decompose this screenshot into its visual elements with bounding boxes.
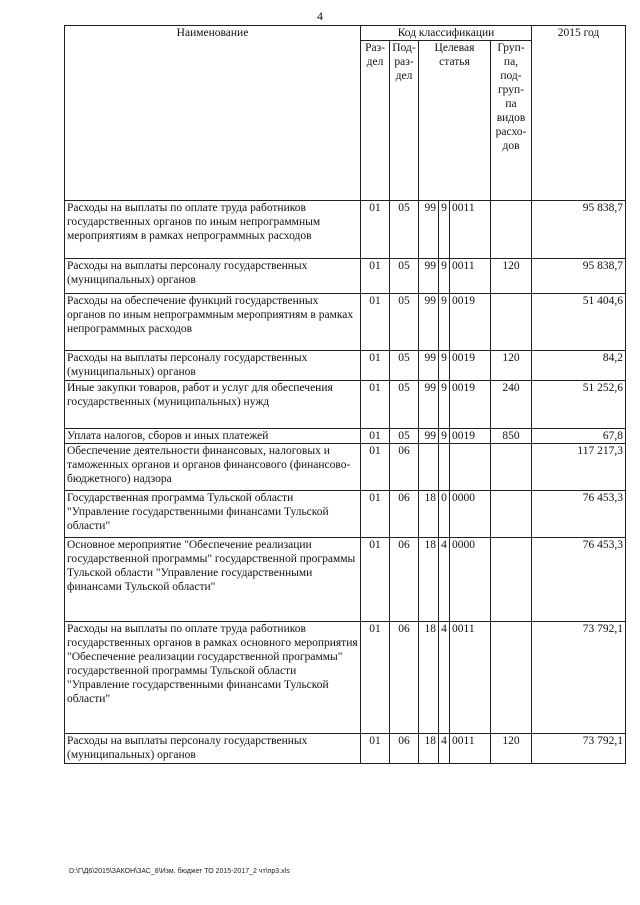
row-target-subprogram: 4 [439,538,450,622]
row-name: Расходы на выплаты персоналу государственных (муниципальных) органов [65,351,361,381]
row-target-direction: 0000 [450,538,491,622]
row-podrazdel: 05 [390,259,419,294]
row-target-program: 99 [419,294,439,351]
header-group: Груп- па, под- груп- па видов расхо- дов [491,41,532,201]
row-razdel: 01 [361,491,390,538]
row-target-direction: 0000 [450,491,491,538]
row-razdel: 01 [361,259,390,294]
row-razdel: 01 [361,429,390,444]
header-section: Раз- дел [361,41,390,201]
row-target-program: 18 [419,622,439,734]
row-name: Уплата налогов, сборов и иных платежей [65,429,361,444]
header-subsection: Под- раз- дел [390,41,419,201]
row-target-subprogram: 0 [439,491,450,538]
table-row [65,491,626,538]
row-target-direction: 0011 [450,622,491,734]
row-name: Расходы на выплаты персоналу государственных (муниципальных) органов [65,734,361,764]
row-razdel: 01 [361,294,390,351]
row-target-direction: 0019 [450,381,491,429]
row-target-direction: 0019 [450,351,491,381]
table-row [65,381,626,429]
row-amount: 95 838,7 [532,201,626,259]
header-name: Наименование [65,26,361,201]
row-expense-group: 240 [491,381,532,429]
row-expense-group: 120 [491,351,532,381]
row-target-program: 18 [419,538,439,622]
row-amount: 84,2 [532,351,626,381]
row-expense-group [491,444,532,491]
row-expense-group: 120 [491,734,532,764]
row-podrazdel: 05 [390,381,419,429]
row-podrazdel: 06 [390,622,419,734]
row-target-direction: 0019 [450,294,491,351]
table-row [65,622,626,734]
table-row [65,429,626,444]
row-podrazdel: 06 [390,491,419,538]
row-target-subprogram: 9 [439,429,450,444]
row-amount: 67,8 [532,429,626,444]
row-podrazdel: 05 [390,429,419,444]
row-amount: 76 453,3 [532,538,626,622]
table-body [65,201,626,764]
row-amount: 76 453,3 [532,491,626,538]
footer-file-path: D:\Г\Д6\2015\ЗАКОН\ЗАС_8\Изм. бюджет ТО 2015-2017_2 чт\пр3.xls [69,868,290,875]
row-target-direction: 0011 [450,201,491,259]
row-target-subprogram: 9 [439,201,450,259]
row-amount: 117 217,3 [532,444,626,491]
row-razdel: 01 [361,201,390,259]
table-row [65,538,626,622]
row-target-subprogram [439,444,450,491]
row-target-program: 99 [419,351,439,381]
row-expense-group [491,201,532,259]
row-razdel: 01 [361,351,390,381]
budget-table [64,25,626,764]
table-row [65,259,626,294]
row-razdel: 01 [361,381,390,429]
row-expense-group [491,622,532,734]
row-razdel: 01 [361,538,390,622]
row-target-subprogram: 9 [439,294,450,351]
row-razdel: 01 [361,444,390,491]
row-expense-group: 850 [491,429,532,444]
row-target-program: 99 [419,381,439,429]
row-expense-group [491,538,532,622]
row-amount: 51 252,6 [532,381,626,429]
row-podrazdel: 05 [390,351,419,381]
row-target-subprogram: 9 [439,351,450,381]
row-podrazdel: 06 [390,444,419,491]
table-row [65,201,626,259]
row-name: Расходы на выплаты по оплате труда работников государственных органов по иным непрограммным мероприятиям в рамках непрограммных расходов [65,201,361,259]
row-name: Государственная программа Тульской области "Управление государственными финансами Тульской области" [65,491,361,538]
row-target-program: 99 [419,201,439,259]
row-amount: 73 792,1 [532,622,626,734]
header-target: Целевая статья [419,41,491,201]
table-row [65,351,626,381]
row-target-program [419,444,439,491]
row-target-subprogram: 9 [439,381,450,429]
header-year: 2015 год [532,26,626,201]
row-name: Иные закупки товаров, работ и услуг для обеспечения государственных (муниципальных) нужд [65,381,361,429]
row-target-subprogram: 4 [439,622,450,734]
row-target-direction: 0011 [450,734,491,764]
row-target-subprogram: 4 [439,734,450,764]
row-target-direction: 0019 [450,429,491,444]
row-podrazdel: 05 [390,201,419,259]
row-expense-group: 120 [491,259,532,294]
row-name: Расходы на выплаты персоналу государственных (муниципальных) органов [65,259,361,294]
row-podrazdel: 05 [390,294,419,351]
row-target-program: 99 [419,259,439,294]
row-razdel: 01 [361,622,390,734]
page-number: 4 [317,9,323,23]
row-razdel: 01 [361,734,390,764]
row-target-direction [450,444,491,491]
row-expense-group [491,491,532,538]
row-name: Основное мероприятие "Обеспечение реализации государственной программы" государственной программы Тульской области "Управление государственными финансами Тульской области" [65,538,361,622]
row-target-subprogram: 9 [439,259,450,294]
row-name: Расходы на выплаты по оплате труда работников государственных органов в рамках основного мероприятия "Обеспечение реализации государственной программы" государственной программы Тульской области "Управление государственными финансами Тульской области" [65,622,361,734]
row-amount: 73 792,1 [532,734,626,764]
row-expense-group [491,294,532,351]
row-podrazdel: 06 [390,734,419,764]
row-target-direction: 0011 [450,259,491,294]
table-row [65,444,626,491]
table-row [65,294,626,351]
table-row [65,734,626,764]
row-amount: 51 404,6 [532,294,626,351]
row-name: Расходы на обеспечение функций государственных органов по иным непрограммным мероприятиям в рамках непрограммных расходов [65,294,361,351]
row-target-program: 18 [419,491,439,538]
row-podrazdel: 06 [390,538,419,622]
row-name: Обеспечение деятельности финансовых, налоговых и таможенных органов и органов финансового (финансово-бюджетного) надзора [65,444,361,491]
row-amount: 95 838,7 [532,259,626,294]
header-classification: Код классификации [361,26,532,41]
row-target-program: 99 [419,429,439,444]
row-target-program: 18 [419,734,439,764]
